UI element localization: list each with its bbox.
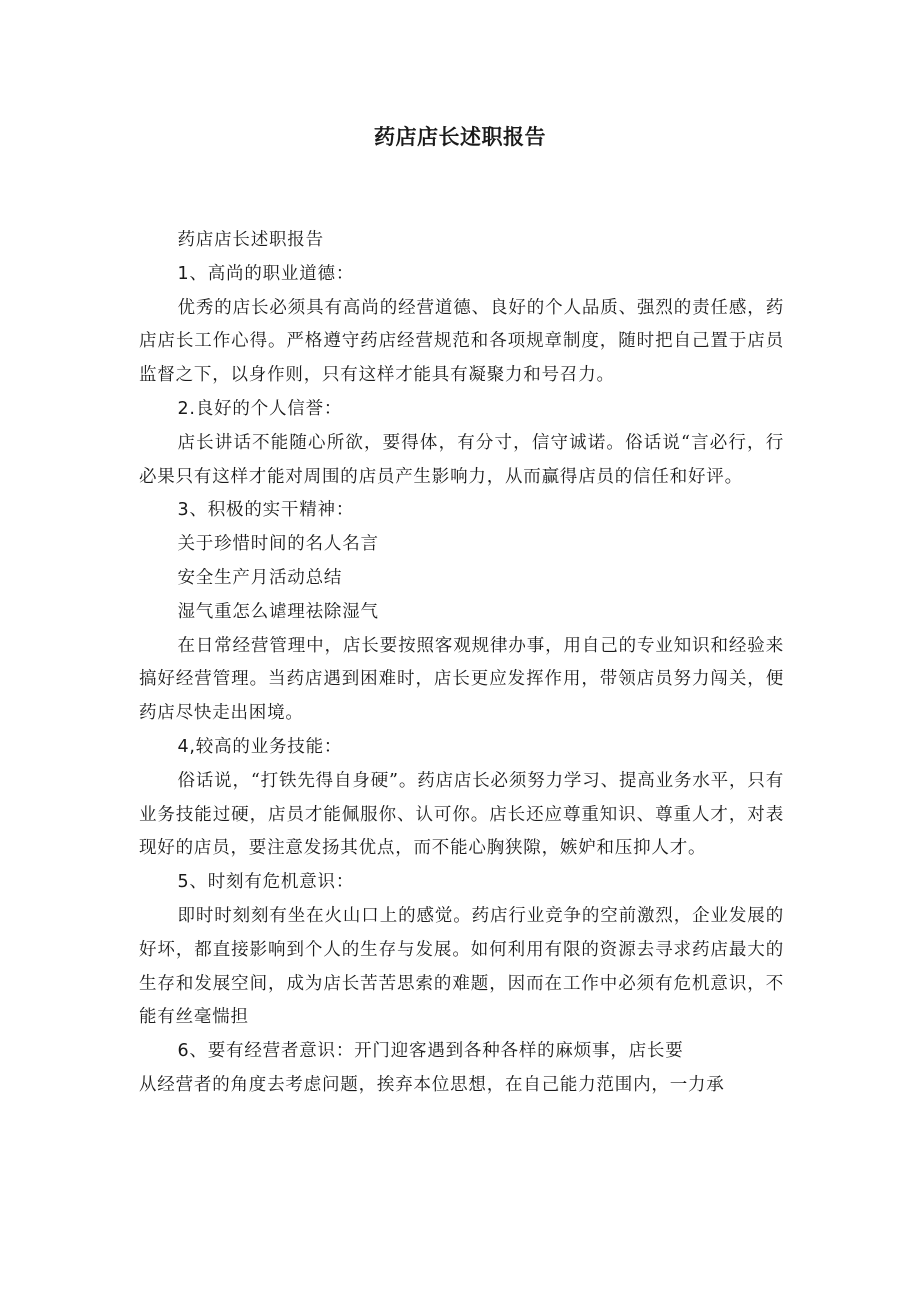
paragraph: 店长讲话不能随心所欲，要得体，有分寸，信守诚诺。俗话说“言必行，行必果只有这样才能对周围的店员产生影响力，从而赢得店员的信任和好评。 [139,432,784,487]
section-heading-3: 3、积极的实干精神： [177,500,355,521]
inserted-line: 安全生产月活动总结 [177,567,343,588]
document-title: 药店店长述职报告 [374,125,546,149]
paragraph: 优秀的店长必须具有高尚的经营道德、良好的个人品质、强烈的责任感，药店店长工作心得。严格遵守药店经营规范和各项规章制度，随时把自己置于店员监督之下，以身作则，只有这样才能具有凝聚力和号召力。 [139,297,784,386]
paragraph-continuation: 从经营者的角度去考虑问题，挨弃本位思想，在自己能力范围内，一力承 [139,1074,725,1095]
section-heading-4: 4,较高的业务技能： [177,736,343,757]
section-heading-1: 1、高尚的职业道德： [177,263,355,284]
inserted-line: 关于珍惜时间的名人名言 [177,534,379,555]
document-body [139,224,784,1103]
paragraph: 在日常经营管理中，店长要按照客观规律办事，用自己的专业知识和经验来搞好经营管理。当药店遇到困难时，店长更应发挥作用，带领店员努力闯关，便药店尽快走出困境。 [139,635,784,724]
section-heading-2: 2.良好的个人信誉： [177,398,343,419]
paragraph: 即时时刻刻有坐在火山口上的感觉。药店行业竞争的空前激烈，企业发展的好坏，都直接影响到个人的生存与发展。如何利用有限的资源去寻求药店最大的生存和发展空间，成为店长苦苦思索的难题，因而在工作中必须有危机意识，不能有丝毫惴担 [139,905,784,1028]
paragraph: 俗话说，“打铁先得自身硬”。药店店长必须努力学习、提高业务水平，只有业务技能过硬，店员才能佩服你、认可你。店长还应尊重知识、尊重人才，对表现好的店员，要注意发扬其优点，而不能心胸狭隙，嫉妒和压抑人才。 [139,770,784,859]
section-heading-6: 6、要有经营者意识：开门迎客遇到各种各样的麻烦事，店长要 [177,1041,684,1062]
body-subtitle: 药店店长述职报告 [177,230,324,250]
inserted-line: 湿气重怎么谑理祛除湿气 [177,601,379,622]
section-heading-5: 5、时刻有危机意识： [177,872,355,893]
